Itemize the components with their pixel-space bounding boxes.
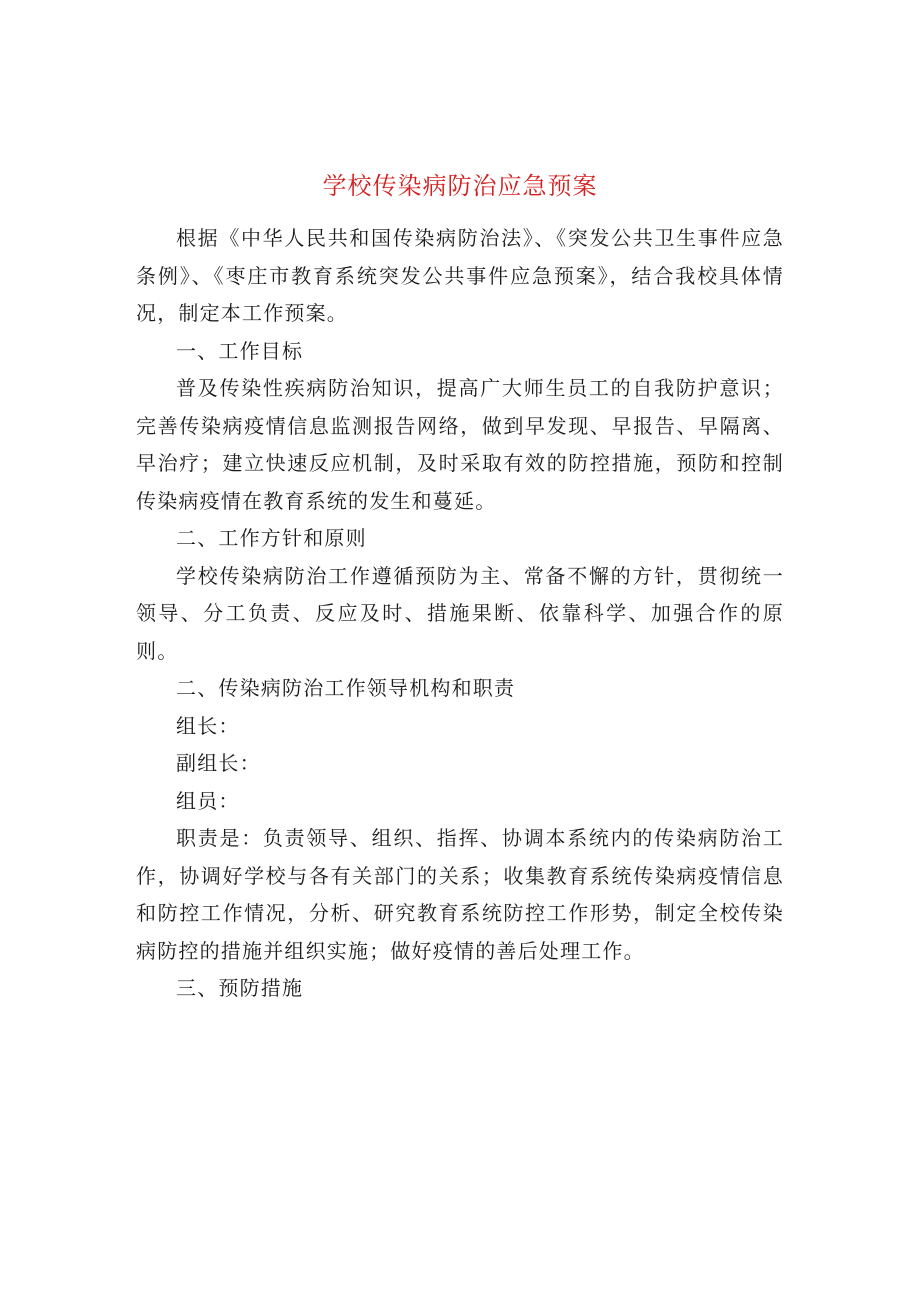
paragraph-work-goals: 普及传染性疾病防治知识，提高广大师生员工的自我防护意识；完善传染病疫情信息监测报告网络，做到早发现、早报告、早隔离、早治疗；建立快速反应机制，及时采取有效的防控措施，预防和控制传染病疫情在教育系统的发生和蔓延。 xyxy=(136,376,784,513)
field-group-leader: 组长： xyxy=(176,713,240,738)
heading-leadership: 二、传染病防治工作领导机构和职责 xyxy=(176,676,516,700)
heading-work-goals: 一、工作目标 xyxy=(176,338,304,363)
heading-prevention-measures: 三、预防措施 xyxy=(176,976,304,1000)
paragraph-policy-principles: 学校传染病防治工作遵循预防为主、常备不懈的方针，贯彻统一领导、分工负责、反应及时、措施果断、依靠科学、加强合作的原则。 xyxy=(136,563,784,663)
field-members: 组员： xyxy=(176,788,240,813)
paragraph-intro: 根据《中华人民共和国传染病防治法》、《突发公共卫生事件应急条例》、《枣庄市教育系统突发公共事件应急预案》，结合我校具体情况，制定本工作预案。 xyxy=(136,226,784,325)
document-body xyxy=(136,220,784,1008)
document-title: 学校传染病防治应急预案 xyxy=(322,172,598,200)
heading-policy-principles: 二、工作方针和原则 xyxy=(176,526,367,550)
field-deputy-leader: 副组长： xyxy=(176,751,261,775)
paragraph-duties: 职责是：负责领导、组织、指挥、协调本系统内的传染病防治工作，协调好学校与各有关部门的关系；收集教育系统传染病疫情信息和防控工作情况，分析、研究教育系统防控工作形势，制定全校传染病防控的措施并组织实施；做好疫情的善后处理工作。 xyxy=(136,826,784,963)
